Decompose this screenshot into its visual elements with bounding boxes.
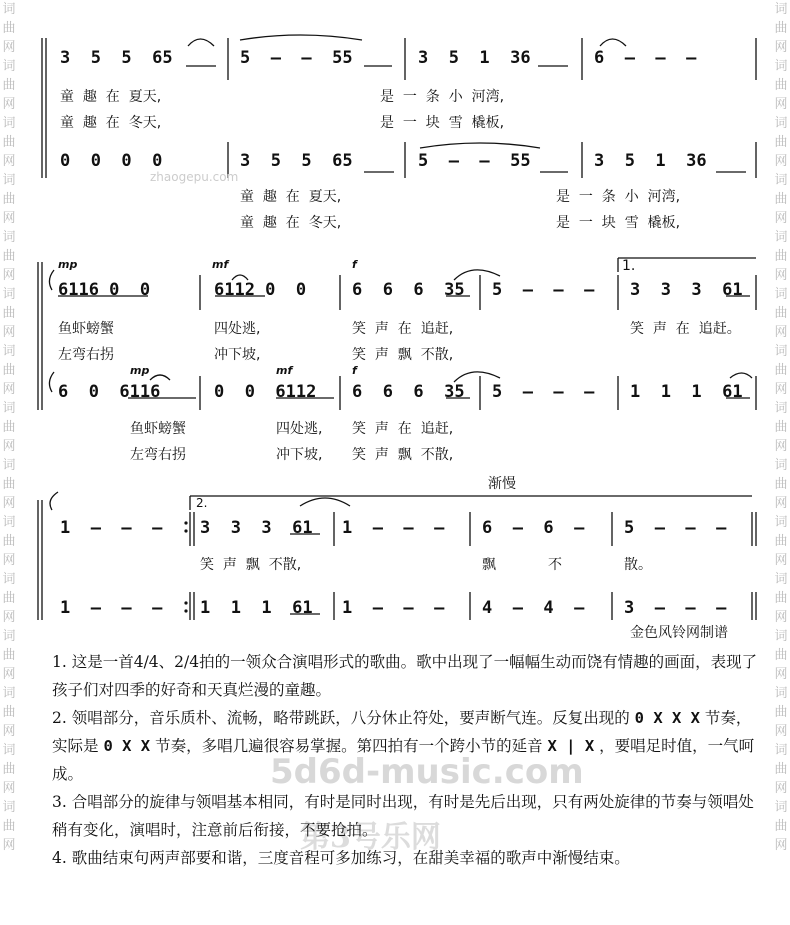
performance-notes	[52, 648, 764, 872]
choir-s2-bar-3: 6 6 6 35	[352, 382, 465, 402]
lead-s3-lyric-d: 散。	[624, 557, 652, 573]
lead-s3-lyric-b: 飘	[482, 557, 496, 573]
lead-s2-lyric-2c: 笑 声 飘 不散,	[352, 347, 454, 363]
lead-s2-lyric-1b: 四处逃,	[214, 321, 261, 337]
note-4: 4. 歌曲结束句两声部要和谐，三度音程可多加练习，在甜美幸福的歌声中渐慢结束。	[52, 849, 630, 867]
choir-s2-lyric-1a: 鱼虾螃蟹	[130, 421, 186, 437]
choir-s3-bar-4: 4 – 4 –	[482, 598, 585, 618]
lead-s2-bar-3: 6 6 6 35	[352, 280, 465, 300]
rhythm-pattern-2: 0 X X	[103, 737, 151, 755]
side-watermark-left: 词曲网词曲网词曲网词曲网词曲网词曲网词曲网词曲网词曲网词曲网词曲网词曲网词曲网词曲网词曲网	[2, 2, 16, 853]
choir-s3-bar-2: 1 1 1 61	[200, 598, 313, 618]
dynamic-f-choir: f	[352, 364, 357, 377]
lead-lyric-2b: 是 一 块 雪 橇板,	[380, 115, 505, 131]
choir-s2-lyric-1c: 笑 声 在 追赶,	[352, 421, 454, 437]
lead-s3-lyric-a: 笑 声 飘 不散,	[200, 557, 302, 573]
note-2-part-d: ，要唱足时值，一气呵成。	[52, 737, 755, 783]
lead-s2-bar-5: 3 3 3 61	[630, 280, 743, 300]
lead-lyric-1b: 是 一 条 小 河湾,	[380, 89, 505, 105]
note-2-part-c: 节奏，多唱几遍很容易掌握。第四拍有一个跨小节的延音	[155, 737, 543, 755]
choir-s2-bar-4: 5 – – –	[492, 382, 595, 402]
tempo-mark: 渐慢	[488, 476, 516, 492]
choir-bar-4: 3 5 1 36	[594, 151, 707, 171]
lead-bar-1: 3 5 5 65	[60, 48, 173, 68]
choir-s2-lyric-2b: 冲下坡,	[276, 447, 323, 463]
lead-bar-2: 5 – – 55	[240, 48, 353, 68]
site-watermark: 5d6d-music.com	[270, 752, 584, 792]
lead-s2-bar-4: 5 – – –	[492, 280, 595, 300]
choir-s3-bar-1: 1 – – –	[60, 598, 163, 618]
lead-s3-bar-3: 1 – – –	[342, 518, 445, 538]
lead-lyric-2a: 童 趣 在 冬天,	[60, 115, 162, 131]
choir-s2-bar-5: 1 1 1 61	[630, 382, 743, 402]
dynamic-mf-lead: mf	[212, 258, 229, 271]
choir-lyric-2a: 童 趣 在 冬天,	[240, 215, 342, 231]
choir-s3-bar-5: 3 – – –	[624, 598, 727, 618]
dynamic-mp-choir: mp	[130, 364, 150, 377]
lead-s2-bar-2: 6112 0 0	[214, 280, 307, 300]
volta-2: 2.	[196, 496, 208, 510]
lead-s2-bar-1: 6116 0 0	[58, 280, 151, 300]
lead-s3-bar-4: 6 – 6 –	[482, 518, 585, 538]
lead-s2-lyric-2b: 冲下坡,	[214, 347, 261, 363]
rhythm-pattern-1: 0 X X X	[634, 709, 700, 727]
lead-s2-lyric-2a: 左弯右拐	[58, 347, 114, 363]
side-watermark-right: 词曲网词曲网词曲网词曲网词曲网词曲网词曲网词曲网词曲网词曲网词曲网词曲网词曲网词曲网词曲网	[774, 2, 788, 853]
note-2-part-a: 2. 领唱部分，音乐质朴、流畅，略带跳跃，八分休止符处，要声断气连。反复出现的	[52, 709, 630, 727]
lead-s2-lyric-1d: 笑 声 在 追赶。	[630, 321, 741, 337]
credit-line: 金色风铃网制谱	[630, 625, 728, 641]
choir-lyric-2b: 是 一 块 雪 橇板,	[556, 215, 681, 231]
dynamic-mf-choir: mf	[276, 364, 293, 377]
note-2-part-b: 节奏，实际是	[52, 709, 752, 755]
lead-lyric-1a: 童 趣 在 夏天,	[60, 89, 162, 105]
lead-bar-3: 3 5 1 36	[418, 48, 531, 68]
dynamic-mp-lead: mp	[58, 258, 78, 271]
choir-lyric-1a: 童 趣 在 夏天,	[240, 189, 342, 205]
site-watermark-2: 第3号乐网	[300, 820, 441, 855]
choir-bar-1: 0 0 0 0	[60, 151, 163, 171]
choir-s2-lyric-2c: 笑 声 飘 不散,	[352, 447, 454, 463]
volta-1: 1.	[622, 258, 636, 274]
choir-lyric-1b: 是 一 条 小 河湾,	[556, 189, 681, 205]
choir-s2-lyric-1b: 四处逃,	[276, 421, 323, 437]
note-3: 3. 合唱部分的旋律与领唱基本相同，有时是同时出现，有时是先后出现，只有两处旋律的节奏与领唱处稍有变化，演唱时，注意前后衔接，不要抢拍。	[52, 793, 754, 839]
lead-s3-bar-1: 1 – – –	[60, 518, 163, 538]
lead-s2-lyric-1c: 笑 声 在 追赶,	[352, 321, 454, 337]
lead-s3-lyric-c: 不	[548, 557, 562, 573]
choir-s2-lyric-2a: 左弯右拐	[130, 447, 186, 463]
note-2	[52, 704, 764, 788]
lead-s3-bar-2: 3 3 3 61	[200, 518, 313, 538]
mid-watermark: zhaogepu.com	[150, 170, 239, 184]
note-1: 1. 这是一首4/4、2/4拍的一领众合演唱形式的歌曲。歌中出现了一幅幅生动而饶有情趣的画面，表现了孩子们对四季的好奇和天真烂漫的童趣。	[52, 653, 758, 699]
choir-bar-3: 5 – – 55	[418, 151, 531, 171]
choir-s2-bar-1: 6 0 6116	[58, 382, 161, 402]
choir-s2-bar-2: 0 0 6112	[214, 382, 317, 402]
lead-s2-lyric-1a: 鱼虾螃蟹	[58, 321, 114, 337]
dynamic-f-lead: f	[352, 258, 357, 271]
lead-s3-bar-5: 5 – – –	[624, 518, 727, 538]
choir-bar-2: 3 5 5 65	[240, 151, 353, 171]
choir-s3-bar-3: 1 – – –	[342, 598, 445, 618]
lead-bar-4: 6 – – –	[594, 48, 697, 68]
rhythm-pattern-3: X | X	[547, 737, 595, 755]
